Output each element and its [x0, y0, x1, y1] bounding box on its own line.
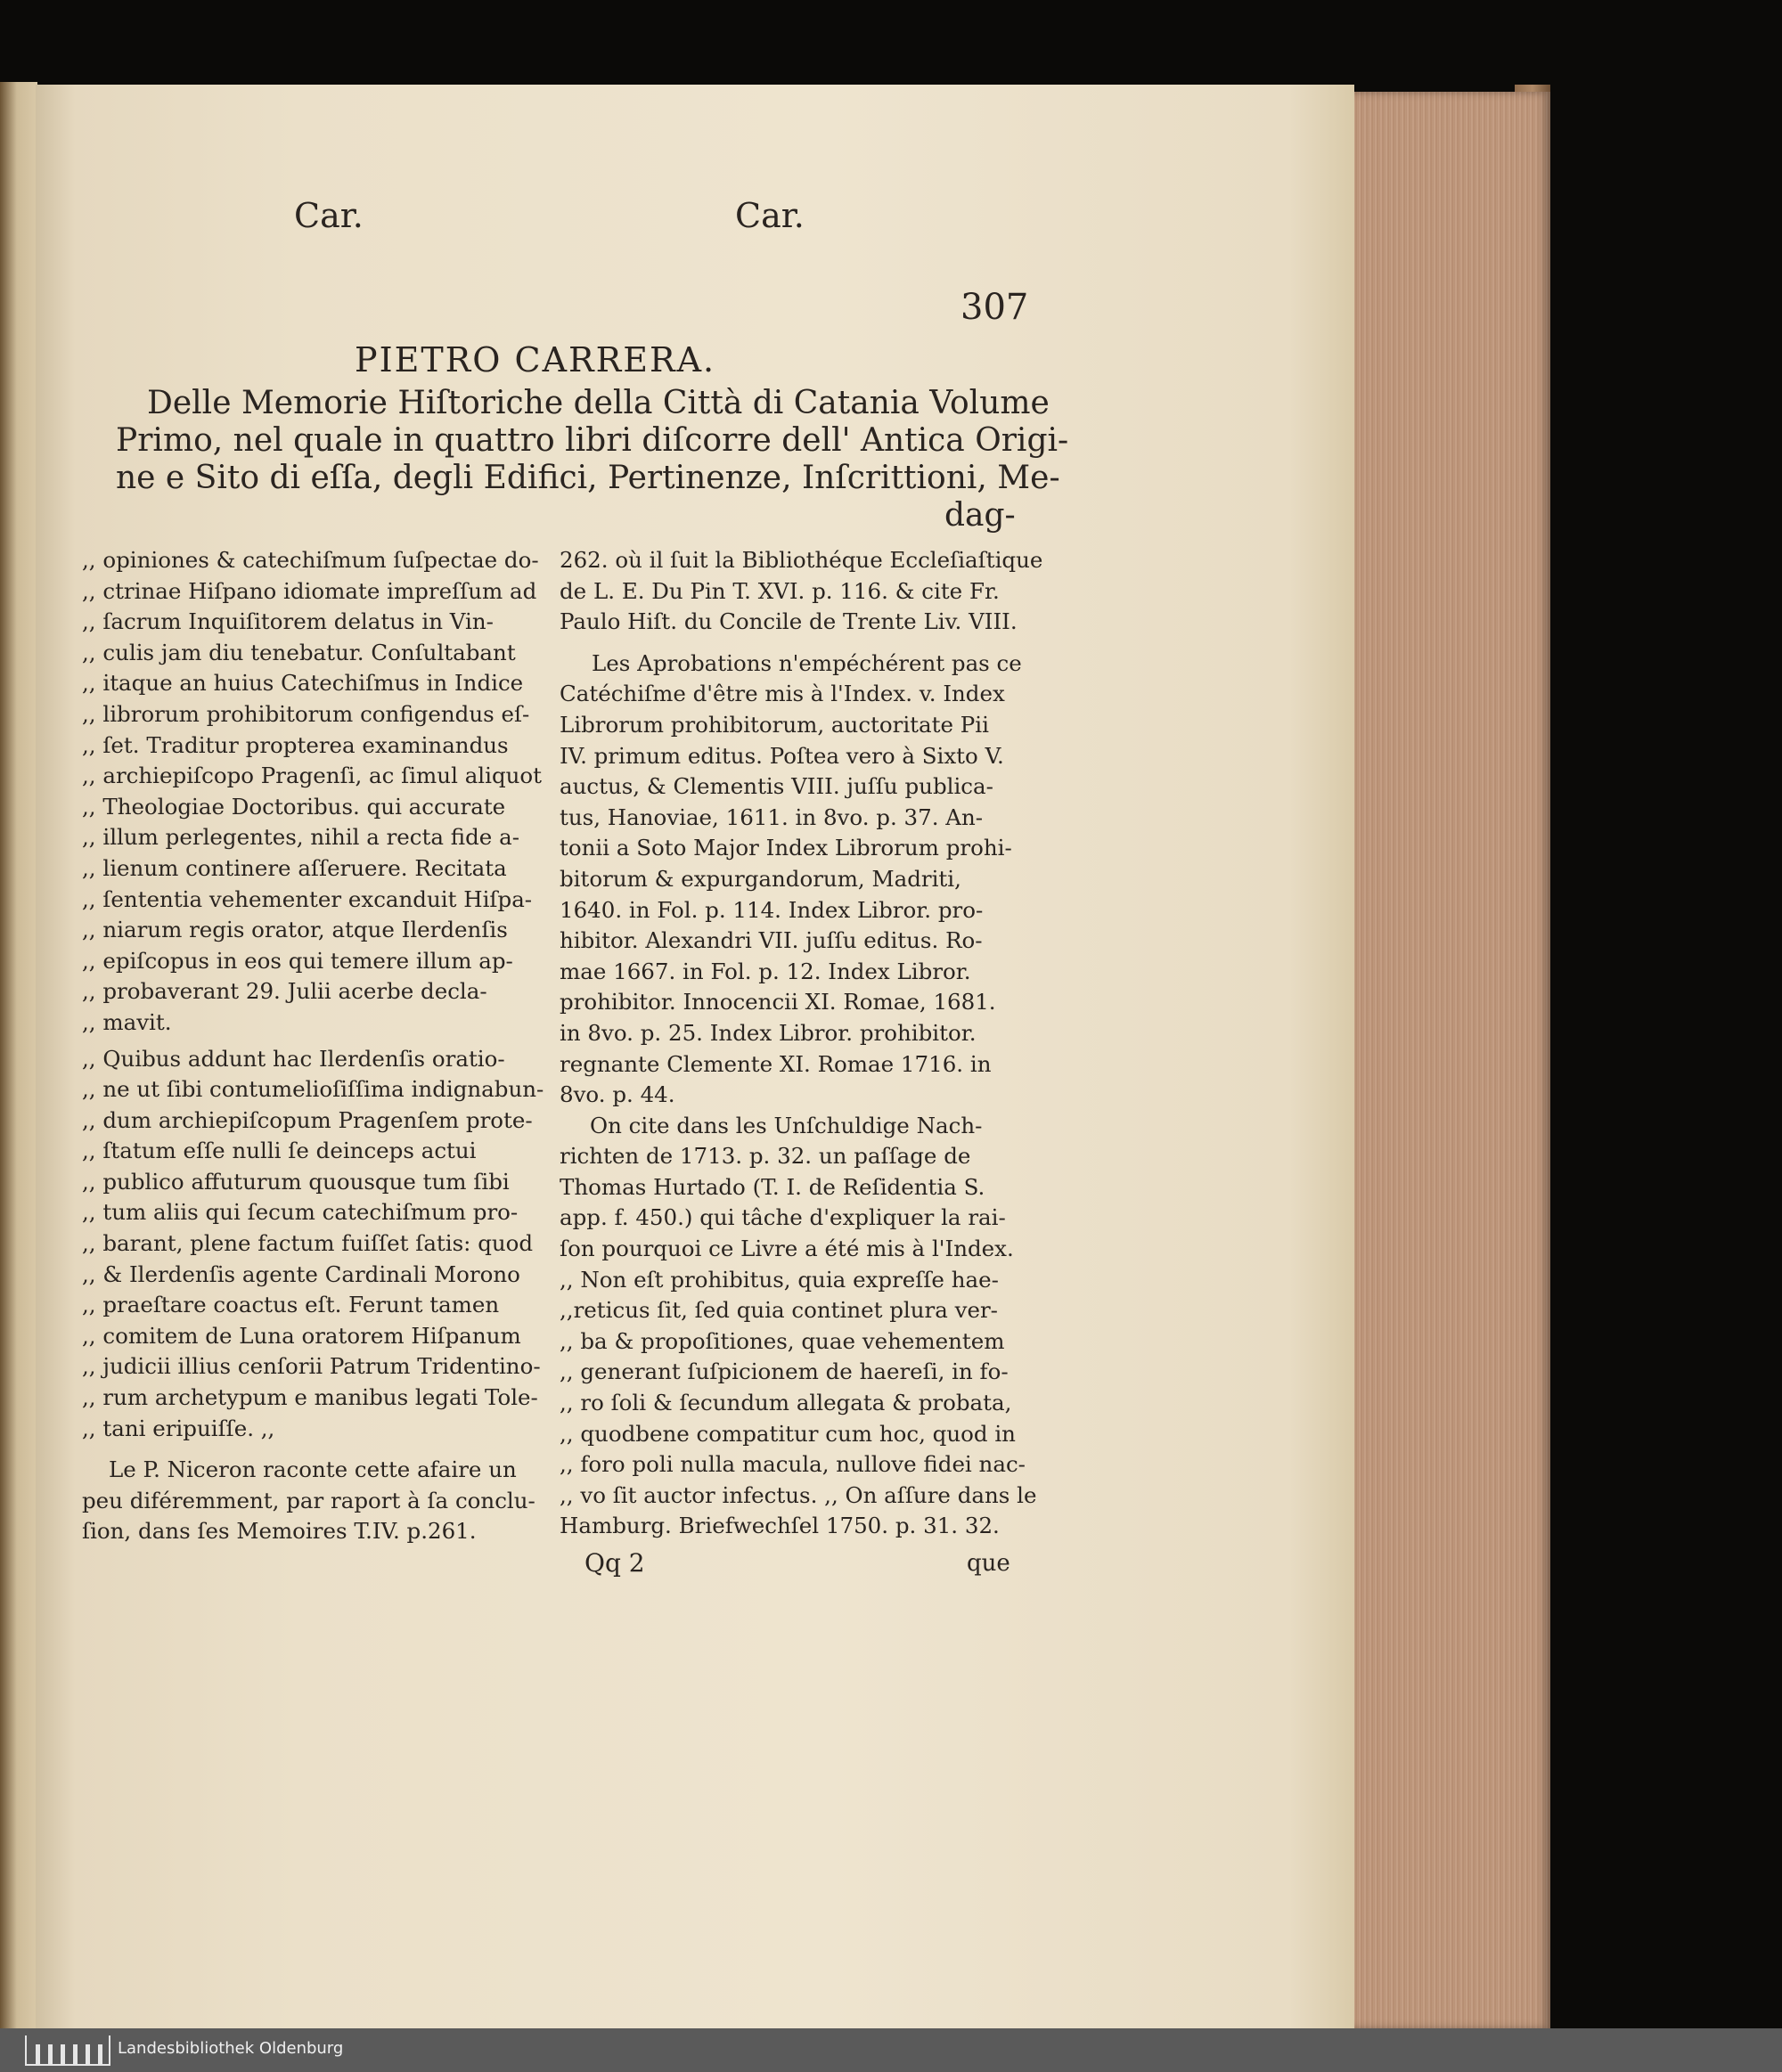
- previous-page-edge: [0, 82, 37, 2055]
- text-line: richten de 1713. p. 32. un paſſage de: [560, 1143, 971, 1170]
- text-line: ſon pourquoi ce Livre a été mis à l'Index.: [560, 1236, 1014, 1262]
- text-line: ,, foro poli nulla macula, nullove fidei nac-: [560, 1451, 1026, 1478]
- text-line: app. f. 450.) qui tâche d'expliquer la rai-: [560, 1204, 1006, 1231]
- text-line: in 8vo. p. 25. Index Libror. prohibitor.: [560, 1019, 977, 1046]
- text-line: ,, judicii illius cenſorii Patrum Tridentino-: [82, 1353, 541, 1380]
- text-line: 1640. in Fol. p. 114. Index Libror. pro-: [560, 896, 984, 923]
- text-line: ,, archiepiſcopo Pragenſi, ac ſimul aliquot: [82, 763, 543, 789]
- text-line: ,, lienum continere aſſeruere. Recitata: [82, 854, 507, 881]
- text-line: ,, Non eſt prohibitus, quia expreſſe hae-: [560, 1266, 999, 1293]
- text-line: ,, ctrinae Hiſpano idiomate impreſſum ad: [82, 577, 537, 604]
- text-line: ,, barant, plene factum fuiſſet ſatis: quod: [82, 1230, 534, 1257]
- text-line: ,, ſententia vehementer excanduit Hiſpa-: [82, 885, 533, 912]
- text-line: ,, opiniones & catechiſmum ſuſpectae do-: [82, 547, 539, 573]
- text-line: ,, niarum regis orator, atque Ilerdenſis: [82, 917, 508, 943]
- text-line: mae 1667. in Fol. p. 12. Index Libror.: [560, 958, 971, 984]
- text-line: ſion, dans ſes Memoires T.IV. p.261.: [82, 1518, 477, 1545]
- text-line: ,, ſtatum eſſe nulli ſe deinceps actui: [82, 1138, 477, 1164]
- text-line: ,, dum archiepiſcopum Pragenſem prote-: [82, 1106, 533, 1133]
- library-logo-icon: [25, 2035, 110, 2066]
- text-line: ,, tum aliis qui ſecum catechiſmum pro-: [82, 1199, 519, 1226]
- text-line: ,, ne ut ſibi contumelioſiſſima indignabun-: [82, 1076, 544, 1103]
- text-line: ,, illum perlegentes, nihil a recta fide a-: [82, 824, 519, 851]
- text-line: auctus, & Clementis VIII. juſſu publica-: [560, 773, 993, 800]
- text-line: ,, praeſtare coactus eſt. Ferunt tamen: [82, 1292, 500, 1318]
- text-line: hibitor. Alexandri VII. juſſu editus. Ro-: [560, 927, 983, 954]
- running-head-left: Car.: [294, 196, 364, 235]
- text-line: tonii a Soto Major Index Librorum prohi-: [560, 835, 1012, 861]
- text-line: ,, generant ſuſpicionem de haereſi, in fo-: [560, 1358, 1009, 1385]
- right-column: [560, 545, 1042, 1542]
- text-line: ,, rum archetypum e manibus legati Tole-: [82, 1384, 538, 1411]
- text-line: bitorum & expurgandorum, Madriti,: [560, 865, 961, 892]
- text-line: Catéchiſme d'être mis à l'Index. v. Index: [560, 681, 1005, 707]
- text-line: ,,reticus ſit, ſed quia continet plura ver-: [560, 1297, 998, 1324]
- text-line: ,, ba & propoſitiones, quae vehementem: [560, 1327, 1005, 1354]
- library-name: Landesbibliothek Oldenburg: [118, 2039, 344, 2058]
- book-title-line: ne e Sito di eſſa, degli Edifici, Pertinenze, Inſcrittioni, Me-: [116, 460, 1060, 496]
- text-line: ,, vo ſit auctor infectus. ,, On aſſure dans le: [560, 1481, 1037, 1508]
- text-line: Thomas Hurtado (T. I. de Reſidentia S.: [560, 1173, 985, 1200]
- text-line: Le P. Niceron raconte cette afaire un: [109, 1456, 517, 1483]
- text-line: ,, probaverant 29. Julii acerbe decla-: [82, 978, 487, 1005]
- catchword: que: [967, 1550, 1010, 1577]
- signature-mark: Qq 2: [584, 1548, 645, 1578]
- text-line: Hamburg. Briefwechſel 1750. p. 31. 32.: [560, 1513, 1000, 1539]
- page-number: 307: [960, 287, 1029, 328]
- text-line: ,, tani eripuiſſe. ,,: [82, 1415, 275, 1441]
- text-line: Les Aprobations n'empéchérent pas ce: [592, 649, 1022, 676]
- text-line: de L. E. Du Pin T. XVI. p. 116. & cite Fr.: [560, 577, 1000, 604]
- text-line: ,, ſacrum Inquiſitorem delatus in Vin-: [82, 608, 494, 635]
- text-line: ,, itaque an huius Catechiſmus in Indice: [82, 670, 524, 697]
- footer-bar: [0, 2028, 1782, 2072]
- text-line: Paulo Hiſt. du Concile de Trente Liv. VIII.: [560, 608, 1018, 635]
- left-column: [82, 545, 544, 1547]
- text-line: ,, mavit.: [82, 1008, 172, 1035]
- text-line: ,, Quibus addunt hac Ilerdenſis oratio-: [82, 1045, 505, 1072]
- text-line: ,, epiſcopus in eos qui temere illum ap-: [82, 947, 513, 974]
- text-line: ,, ro ſoli & ſecundum allegata & probata,: [560, 1390, 1012, 1416]
- text-line: regnante Clemente XI. Romae 1716. in: [560, 1050, 992, 1077]
- text-line: On cite dans les Unſchuldige Nach-: [590, 1112, 983, 1138]
- text-line: ,, ſet. Traditur propterea examinandus: [82, 731, 509, 758]
- text-line: peu diféremment, par raport à ſa conclu-: [82, 1487, 535, 1513]
- text-line: ,, librorum prohibitorum configendus eſ-: [82, 700, 530, 727]
- text-line: 8vo. p. 44.: [560, 1081, 675, 1108]
- text-line: ,, culis jam diu tenebatur. Conſultabant: [82, 639, 516, 665]
- text-line: ,, publico affuturum quousque tum ſibi: [82, 1168, 510, 1195]
- text-line: 262. où il ſuit la Bibliothéque Eccleſiaſtique: [560, 547, 1043, 573]
- text-line: ,, quodbene compatitur cum hoc, quod in: [560, 1420, 1016, 1447]
- book-title-line: dag-: [944, 497, 1016, 534]
- book-title-line: Primo, nel quale in quattro libri diſcorre dell' Antica Origi-: [116, 422, 1069, 459]
- running-head-center: Car.: [735, 196, 805, 235]
- text-line: ,, comitem de Luna oratorem Hiſpanum: [82, 1322, 521, 1349]
- page-edges: [1347, 92, 1550, 2029]
- text-line: IV. primum editus. Poſtea vero à Sixto V.: [560, 742, 1004, 769]
- text-line: ,, & Ilerdenſis agente Cardinali Morono: [82, 1260, 520, 1287]
- text-line: prohibitor. Innocencii XI. Romae, 1681.: [560, 989, 996, 1016]
- text-line: ,, Theologiae Doctoribus. qui accurate: [82, 793, 506, 820]
- text-line: tus, Hanoviae, 1611. in 8vo. p. 37. An-: [560, 804, 984, 830]
- book-title-line: Delle Memorie Hiſtoriche della Città di Catania Volume: [147, 385, 1050, 421]
- author-heading: PIETRO CARRERA.: [355, 340, 716, 379]
- text-line: Librorum prohibitorum, auctoritate Pii: [560, 711, 989, 738]
